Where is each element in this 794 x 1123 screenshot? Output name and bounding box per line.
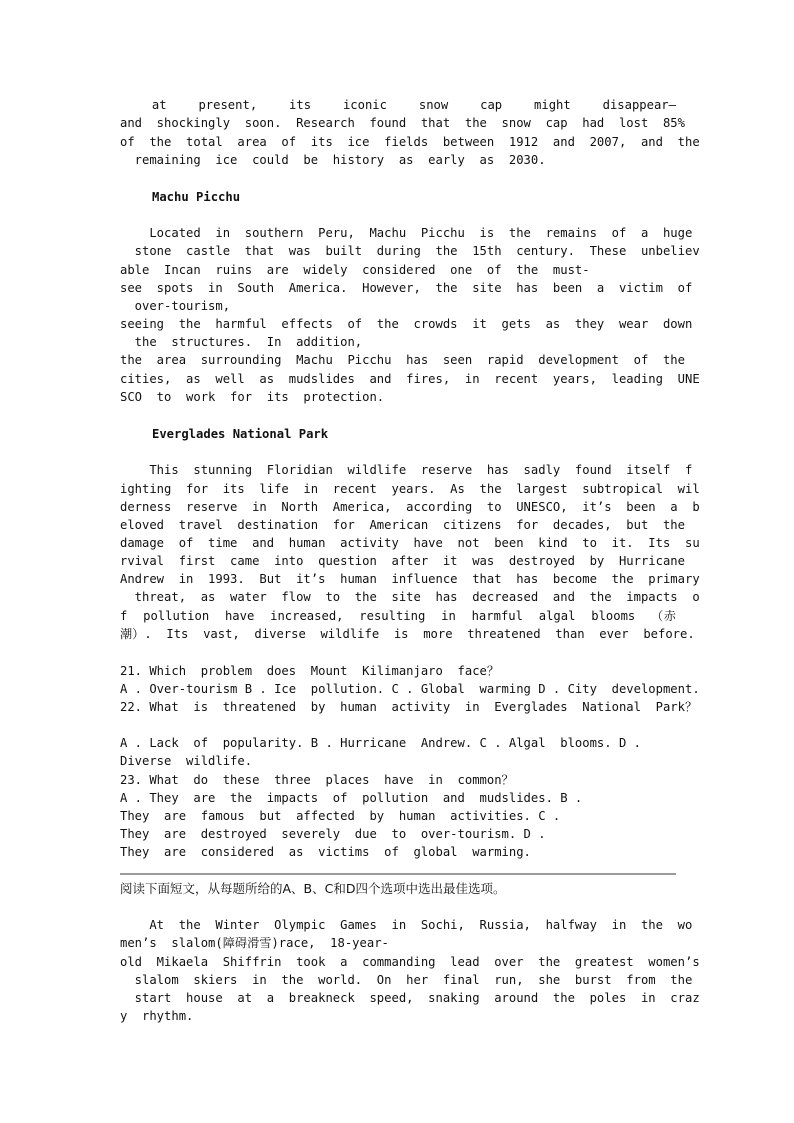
machu-picchu-heading: Machu Picchu	[152, 190, 241, 204]
everglades-line: Andrew in 1993. But it’s human influence that has become the primary	[120, 572, 700, 586]
everglades-line: derness reserve in North America, according to UNESCO, it’s been a b	[120, 500, 700, 514]
machu-line: the area surrounding Machu Picchu has seen rapid development of the	[120, 353, 685, 367]
kilimanjaro-line: at present, its iconic snow cap might disappear—	[120, 98, 676, 112]
question-23: 23. What do these three places have in common？	[120, 773, 514, 787]
question-23-options: They are famous but affected by human activities. C .	[120, 809, 561, 823]
machu-line: Located in southern Peru, Machu Picchu is the remains of a huge	[120, 226, 693, 240]
machu-line: SCO to work for its protection.	[120, 390, 385, 404]
machu-line: the structures. In addition,	[120, 335, 363, 349]
everglades-line: damage of time and human activity have not been kind to it. Its su	[120, 536, 700, 550]
question-23-options: They are considered as victims of global warming.	[120, 845, 531, 859]
machu-line: see spots in South America. However, the site has been a victim of	[120, 281, 693, 295]
section-b-line: y rhythm.	[120, 1009, 194, 1023]
machu-line: able Incan ruins are widely considered one of the must-	[120, 263, 590, 277]
kilimanjaro-line: of the total area of its ice fields between 1912 and 2007, and the	[120, 135, 700, 149]
section-b-line: men’s slalom(障碍滑雪)race, 18-year-	[120, 936, 389, 950]
machu-line: stone castle that was built during the 15th century. These unbeliev	[120, 244, 700, 258]
section-b-line: old Mikaela Shiffrin took a commanding lead over the greatest women’s	[120, 955, 700, 969]
kilimanjaro-line: and shockingly soon. Research found that the snow cap had lost 85%	[120, 116, 685, 130]
section-instruction: 阅读下面短文，从每题所给的A、B、C和D四个选项中选出最佳选项。	[120, 881, 506, 896]
section-divider	[120, 873, 676, 875]
question-21-options: A . Over-tourism B . Ice pollution. C . Global warming D . City development.	[120, 682, 700, 696]
everglades-heading: Everglades National Park	[152, 427, 329, 441]
everglades-line: eloved travel destination for American citizens for decades, but the	[120, 518, 685, 532]
question-22: 22. What is threatened by human activity in Everglades National Park？	[120, 700, 698, 714]
kilimanjaro-line: remaining ice could be history as early as 2030.	[120, 153, 546, 167]
machu-line: cities, as well as mudslides and fires, in recent years, leading UNE	[120, 372, 700, 386]
question-22-options: A . Lack of popularity. B . Hurricane Andrew. C . Algal blooms. D .	[120, 736, 641, 750]
everglades-line: 潮）. Its vast, diverse wildlife is more threatened than ever before.	[120, 627, 695, 641]
question-21: 21. Which problem does Mount Kilimanjaro face？	[120, 664, 500, 678]
question-23-options: A . They are the impacts of pollution and mudslides. B .	[120, 791, 583, 805]
everglades-line: ighting for its life in recent years. As the largest subtropical wil	[120, 482, 700, 496]
machu-line: over-tourism,	[120, 299, 231, 313]
everglades-line: threat, as water flow to the site has decreased and the impacts o	[120, 590, 700, 604]
everglades-line: rvival first came into question after it was destroyed by Hurricane	[120, 554, 685, 568]
machu-line: seeing the harmful effects of the crowds it gets as they wear down	[120, 317, 693, 331]
everglades-line: f pollution have increased, resulting in harmful algal blooms （赤	[120, 609, 676, 623]
question-22-options: Diverse wildlife.	[120, 754, 253, 768]
section-b-line: At the Winter Olympic Games in Sochi, Russia, halfway in the wo	[120, 918, 693, 932]
everglades-line: This stunning Floridian wildlife reserve has sadly found itself f	[120, 463, 693, 477]
section-b-line: start house at a breakneck speed, snaking around the poles in craz	[120, 991, 700, 1005]
question-23-options: They are destroyed severely due to over-tourism. D .	[120, 827, 546, 841]
section-b-line: slalom skiers in the world. On her final run, she burst from the	[120, 973, 693, 987]
